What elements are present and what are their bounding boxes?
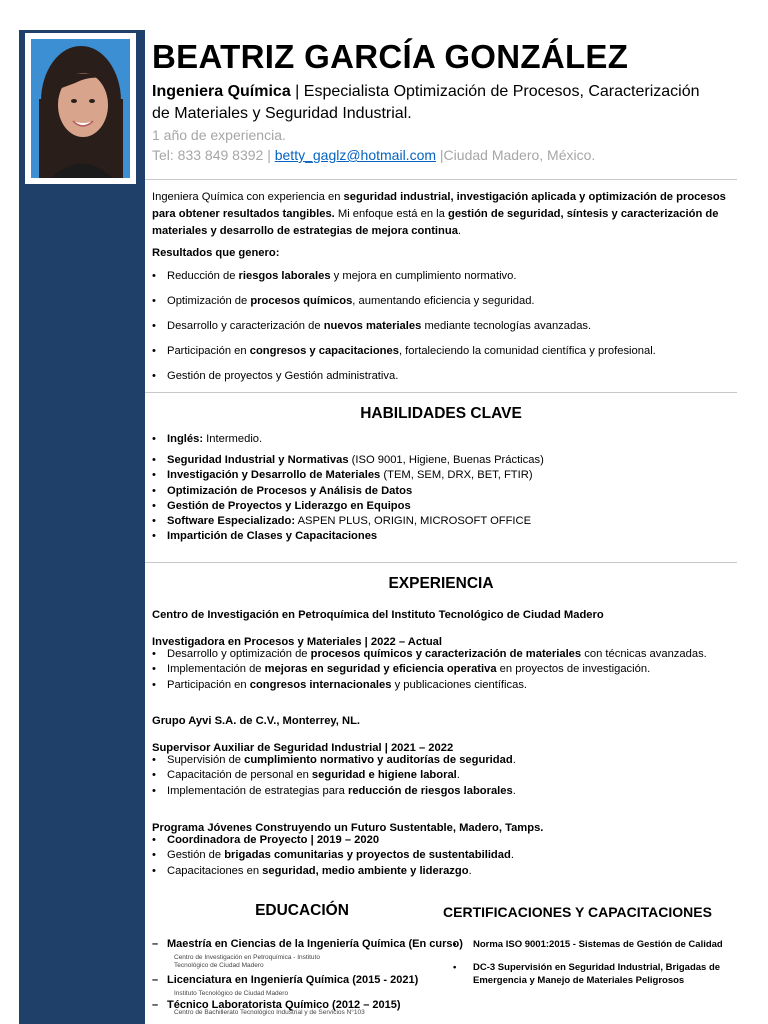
institution: Centro de Investigación en Petroquímica - Instituto (174, 954, 320, 961)
list-item: • Optimización de Procesos y Análisis de Datos (152, 485, 732, 500)
professional-title (152, 81, 712, 125)
list-item: • Gestión de Proyectos y Liderazgo en Equipos (152, 500, 732, 515)
list-item: • Supervisión de cumplimiento normativo y auditorías de seguridad. (152, 754, 732, 769)
degree: – Licenciatura en Ingeniería Química (2015 - 2021) (152, 974, 452, 986)
list-item: • Investigación y Desarrollo de Materiales (TEM, SEM, DRX, BET, FTIR) (152, 469, 732, 484)
results-list (152, 270, 732, 395)
profile-summary (152, 189, 732, 240)
list-item: • Implementación de estrategias para reducción de riesgos laborales. (152, 785, 732, 800)
list-item: • Capacitaciones en seguridad, medio ambiente y liderazgo. (152, 865, 732, 880)
divider (145, 392, 737, 393)
list-item: • Implementación de mejoras en seguridad y eficiencia operativa en proyectos de investigación. (152, 663, 732, 678)
list-item: • DC-3 Supervisión en Seguridad Industrial, Brigadas de Emergencia y Manejo de Materiales Peligrosos (453, 961, 723, 988)
organization: Programa Jóvenes Construyendo un Futuro Sustentable, Madero, Tamps. (152, 822, 544, 834)
role-title: Investigadora en Procesos y Materiales | 2022 – Actual (152, 636, 442, 648)
education-item (152, 999, 452, 1017)
location: |Ciudad Madero, México. (436, 147, 596, 163)
certifications-list (453, 938, 723, 988)
list-item: • Participación en congresos internacionales y publicaciones científicas. (152, 679, 732, 694)
organization: Centro de Investigación en Petroquímica del Instituto Tecnológico de Ciudad Madero (152, 609, 604, 621)
organization: Grupo Ayvi S.A. de C.V., Monterrey, NL. (152, 715, 361, 727)
summary-text: Ingeniera Química con experiencia en (152, 191, 344, 203)
summary-highlight: gestión de seguridad, síntesis y caracterización de materiales y desarrollo de estrategias de mejora continua (152, 208, 719, 237)
skills-heading: HABILIDADES CLAVE (360, 405, 522, 422)
summary-highlight: seguridad industrial, investigación aplicada y optimización de procesos para obtener resultados tangibles. (152, 191, 726, 220)
degree: – Maestría en Ciencias de la Ingeniería Química (En curso) (152, 938, 452, 950)
email-link[interactable]: betty_gaglz@hotmail.com (274, 147, 437, 163)
job-block-1 (152, 609, 732, 694)
experience-heading: EXPERIENCIA (388, 575, 494, 592)
list-item: • Capacitación de personal en seguridad e higiene laboral. (152, 769, 732, 784)
institution: Instituto Tecnológico de Ciudad Madero (174, 990, 289, 997)
education-heading: EDUCACIÓN (255, 902, 349, 919)
candidate-name: BEATRIZ GARCÍA GONZÁLEZ (152, 38, 629, 75)
summary-text: . (457, 225, 462, 237)
role-title: Supervisor Auxiliar de Seguridad Industrial | 2021 – 2022 (152, 742, 454, 754)
list-item: • Optimización de procesos químicos, aumentando eficiencia y seguridad. (152, 295, 732, 320)
list-item: • Norma ISO 9001:2015 - Sistemas de Gestión de Calidad (453, 938, 723, 952)
summary-text: Mi enfoque está en la (334, 208, 448, 220)
list-item: • Desarrollo y caracterización de nuevos materiales mediante tecnologías avanzadas. (152, 320, 732, 345)
title-specialties: | Especialista Optimización de Procesos, Caracterización de Materiales y Seguridad Industrial. (152, 83, 700, 122)
divider (145, 179, 737, 180)
list-item: • Reducción de riesgos laborales y mejora en cumplimiento normativo. (152, 270, 732, 295)
list-item: • Impartición de Clases y Capacitaciones (152, 530, 732, 545)
certifications-heading: CERTIFICACIONES Y CAPACITACIONES (443, 904, 712, 920)
education-item (152, 974, 452, 998)
phone: Tel: 833 849 8392 | (152, 147, 275, 163)
list-item: • Seguridad Industrial y Normativas (ISO 9001, Higiene, Buenas Prácticas) (152, 454, 732, 469)
list-item: • Desarrollo y optimización de procesos químicos y caracterización de materiales con técnicas avanzadas. (152, 648, 732, 663)
divider (145, 562, 737, 563)
list-item: • Software Especializado: ASPEN PLUS, ORIGIN, MICROSOFT OFFICE (152, 515, 732, 530)
skills-list (152, 433, 732, 546)
education-item (152, 938, 463, 970)
institution: Tecnológico de Ciudad Madero (174, 962, 264, 969)
institution: Centro de Bachillerato Tecnológico Industrial y de Servicios N°103 (174, 1009, 365, 1016)
list-item: • Gestión de proyectos y Gestión administrativa. (152, 370, 732, 395)
job-block-2 (152, 715, 732, 800)
experience-years: 1 año de experiencia. (152, 127, 286, 143)
results-heading: Resultados que genero: (152, 247, 280, 259)
job-block-3 (152, 822, 732, 880)
list-item: • Coordinadora de Proyecto | 2019 – 2020 (152, 834, 732, 849)
contact-line (152, 147, 595, 163)
degree: – Técnico Laboratorista Químico (2012 – 2015) (152, 999, 452, 1011)
list-item: • Gestión de brigadas comunitarias y proyectos de sustentabilidad. (152, 849, 732, 864)
profile-photo (31, 39, 130, 178)
profile-photo-frame (25, 33, 136, 184)
list-item: • Participación en congresos y capacitaciones, fortaleciendo la comunidad científica y profesional. (152, 345, 732, 370)
list-item: • Inglés: Intermedio. (152, 433, 732, 454)
title-profession: Ingeniera Química (152, 83, 291, 100)
